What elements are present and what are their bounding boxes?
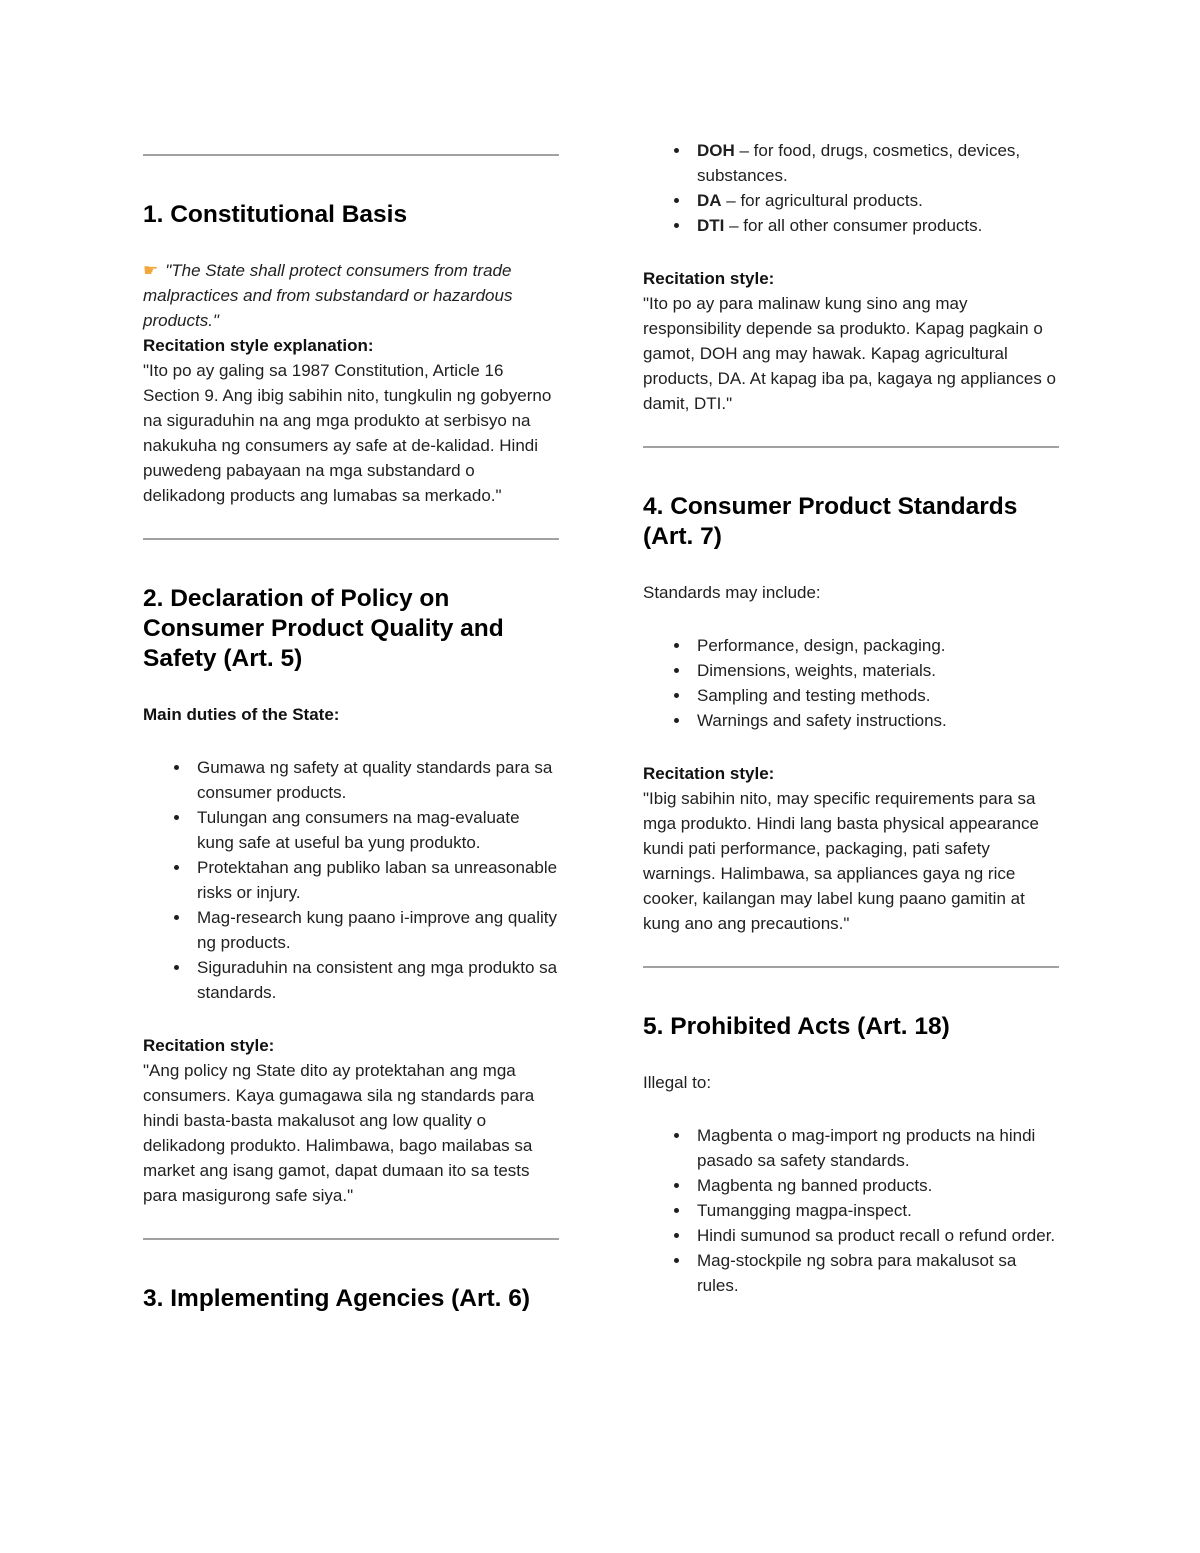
section-4-title: 4. Consumer Product Standards (Art. 7) [643,493,1018,550]
list-item: • Mag-stockpile ng sobra para makalusot sa rules. [691,1248,1059,1298]
recitation-text: "Ibig sabihin nito, may specific requirements para sa mga produkto. Hindi lang basta physical appearance kundi pati performance, packaging, pati safety warnings. Halimbawa, sa appliances gaya ng rice cooker, kailangan may label kung paano gamitin at kung ano ang precautions." [643,789,1039,933]
list-item [691,213,1059,238]
pointing-hand-icon: ☛ [143,261,159,280]
section-1-title: 1. Constitutional Basis [143,201,408,228]
section-2-title: 2. Declaration of Policy on Consumer Product Quality and Safety (Art. 5) [143,585,504,672]
section-divider [143,1238,559,1240]
recitation-label: Recitation style: [643,269,775,288]
list-item: • Hindi sumunod sa product recall o refund order. [691,1223,1059,1248]
list-item: • Mag-research kung paano i-improve ang quality ng products. [191,905,559,955]
recitation-explanation-text: "Ito po ay galing sa 1987 Constitution, Article 16 Section 9. Ang ibig sabihin nito, tungkulin ng gobyerno na siguraduhin na ang mga produkto at serbisyo na nakukuha ng consumers ay safe at de-kalidad. Hindi puwedeng pabayaan na mga substandard o delikadong products ang lumabas sa merkado." [143,361,552,505]
list-item: • Protektahan ang publiko laban sa unreasonable risks or injury. [191,855,559,905]
recitation-label: Recitation style: [643,764,775,783]
agency-desc: – for food, drugs, cosmetics, devices, substances. [697,141,1021,185]
list-item: • Dimensions, weights, materials. [691,658,1059,683]
agency-term: DOH [697,141,735,160]
agency-desc: – for agricultural products. [721,191,923,210]
list-item [691,138,1059,188]
section-divider [143,154,559,156]
main-duties-heading: Main duties of the State: [143,705,340,724]
constitution-quote [143,258,559,333]
list-item: • Gumawa ng safety at quality standards para sa consumer products. [191,755,559,805]
standards-list [643,633,1059,733]
agency-term: DTI [697,216,725,235]
agency-term: DA [697,191,722,210]
agency-desc: – for all other consumer products. [724,216,983,235]
list-item: • Siguraduhin na consistent ang mga produkto sa standards. [191,955,559,1005]
section-divider [143,538,559,540]
list-item: • Magbenta o mag-import ng products na hindi pasado sa safety standards. [691,1123,1059,1173]
list-item: • Sampling and testing methods. [691,683,1059,708]
list-item [691,188,1059,213]
recitation-text: "Ito po ay para malinaw kung sino ang may responsibility depende sa produkto. Kapag pagkain o gamot, DOH ang may hawak. Kapag agricultural products, DA. At kapag iba pa, kagaya ng appliances o damit, DTI." [643,294,1056,413]
recitation-explanation-label: Recitation style explanation: [143,336,374,355]
section-divider [643,966,1059,968]
right-column [643,138,1059,1513]
section-3-title: 3. Implementing Agencies (Art. 6) [143,1285,531,1312]
section-5-title: 5. Prohibited Acts (Art. 18) [643,1013,950,1040]
list-item: • Tulungan ang consumers na mag-evaluate kung safe at useful ba yung produkto. [191,805,559,855]
duties-list [143,755,559,1005]
prohibited-acts-list [643,1123,1059,1298]
recitation-label: Recitation style: [143,1036,275,1055]
list-item: • Performance, design, packaging. [691,633,1059,658]
list-item: • Magbenta ng banned products. [691,1173,1059,1198]
list-item: • Warnings and safety instructions. [691,708,1059,733]
recitation-text: "Ang policy ng State dito ay protektahan ang mga consumers. Kaya gumagawa sila ng standards para hindi basta-basta makalusot ang low quality o delikadong produkto. Halimbawa, bago mailabas sa market ang isang gamot, dapat dumaan ito sa tests para masigurong safe siya." [143,1061,535,1205]
list-item: • Tumangging magpa-inspect. [691,1198,1059,1223]
standards-intro: Standards may include: [643,583,821,602]
left-column [143,138,559,1513]
section-divider [643,446,1059,448]
quote-text: "The State shall protect consumers from trade malpractices and from substandard or hazardous products." [143,261,513,330]
agencies-list [643,138,1059,238]
illegal-intro: Illegal to: [643,1073,712,1092]
